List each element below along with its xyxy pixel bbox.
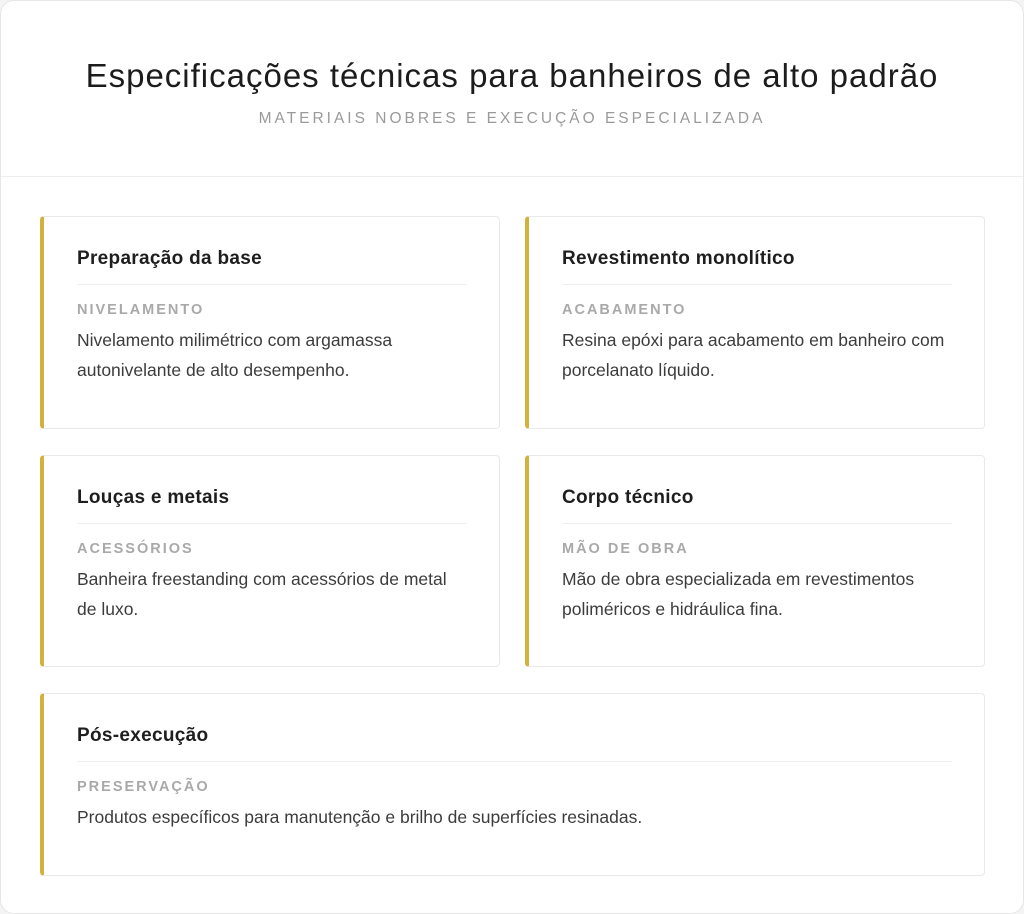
page-header [1, 1, 1023, 177]
card-title: Revestimento monolítico [562, 247, 952, 285]
spec-card-base-preparation [40, 216, 500, 429]
card-category-label: PRESERVAÇÃO [77, 779, 210, 795]
card-title: Corpo técnico [562, 486, 952, 524]
card-title: Louças e metais [77, 486, 467, 524]
card-description: Banheira freestanding com acessórios de metal de luxo. [77, 569, 447, 619]
spec-card-fixtures [40, 455, 500, 667]
card-category-label: MÃO DE OBRA [562, 541, 689, 557]
spec-card-monolithic-coating [525, 216, 985, 429]
card-description: Nivelamento milimétrico com argamassa autonivelante de alto desempenho. [77, 330, 393, 380]
card-category-label: ACABAMENTO [562, 302, 687, 318]
card-category-label: ACESSÓRIOS [77, 541, 194, 557]
card-title: Pós-execução [77, 724, 952, 762]
spec-card-post-execution [40, 693, 985, 876]
page-subtitle: MATERIAIS NOBRES E EXECUÇÃO ESPECIALIZADA [258, 110, 766, 127]
card-title: Preparação da base [77, 247, 467, 285]
card-description: Resina epóxi para acabamento em banheiro com porcelanato líquido. [562, 330, 945, 380]
card-category-label: NIVELAMENTO [77, 302, 205, 318]
spec-card-technical-team [525, 455, 985, 667]
card-description: Mão de obra especializada em revestimentos poliméricos e hidráulica fina. [562, 569, 915, 619]
page-title: Especificações técnicas para banheiros de alto padrão [85, 57, 939, 94]
card-description: Produtos específicos para manutenção e brilho de superfícies resinadas. [77, 807, 643, 827]
